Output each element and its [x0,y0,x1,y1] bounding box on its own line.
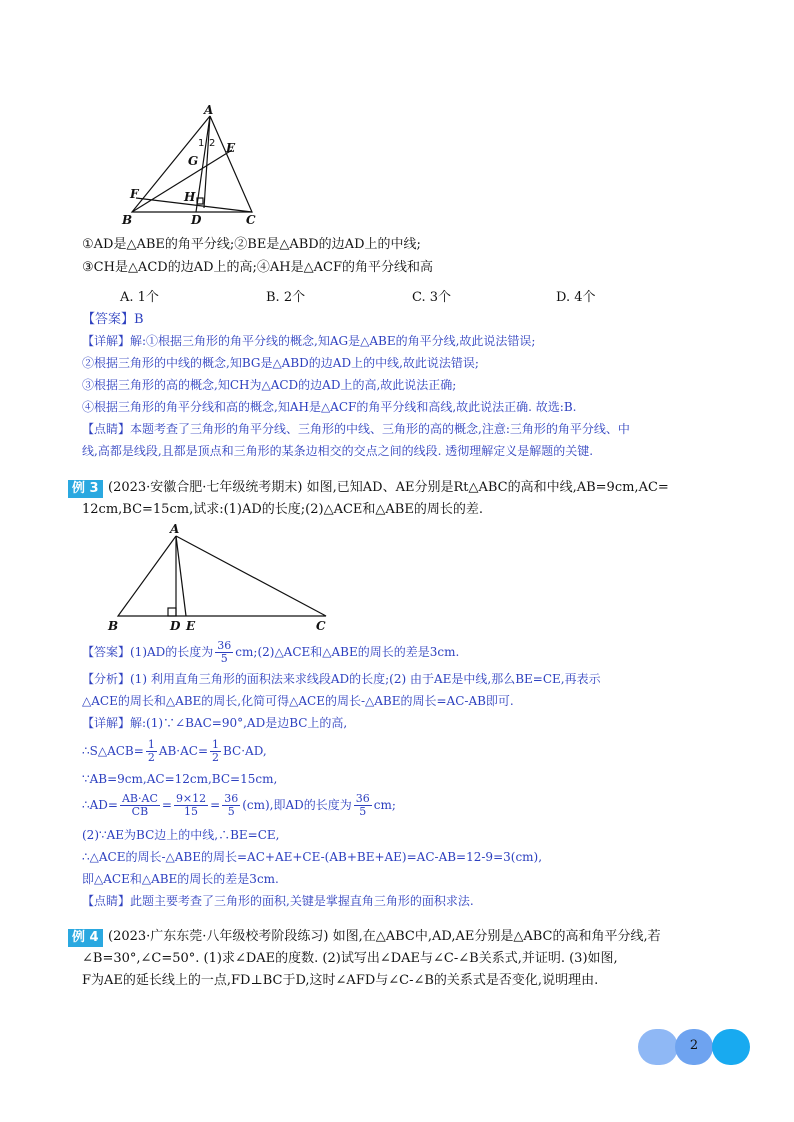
q2-comment-1: 【点睛】本题考查了三角形的角平分线、三角形的中线、三角形的高的概念,注意:三角形的角平分线、中 [82,422,630,436]
ex3-question-2: 12cm,BC=15cm,试求:(1)AD的长度;(2)△ACE和△ABE的周长的差. [82,502,483,517]
label-A: A [170,522,180,536]
statement-1-2: ①AD是△ABE的角平分线;②BE是△ABD的边AD上的中线; [82,237,421,252]
triangle-figure-2 [104,522,334,634]
choice-a: A. 1个 [120,290,159,305]
example-3-badge: 例 3 [68,480,103,498]
ex3-analysis-1: 【分析】(1) 利用直角三角形的面积法来求线段AD的长度;(2) 由于AE是中线,那么BE=CE,再表示 [82,672,601,686]
page-circle-left [638,1029,678,1065]
ex3-part2-1: (2)∵AE为BC边上的中线,∴BE=CE, [82,828,280,842]
label-D: D [170,619,181,633]
ex3-area-formula: ∴S△ACB= $\frac{1}{2}$ AB·AC= $\frac{1}{2}$ BC·AD, [82,738,267,764]
choice-b: B. 2个 [266,290,306,305]
label-F: F [130,187,139,201]
ex3-part2-3: 即△ACE和△ABE的周长的差是3cm. [82,872,279,886]
choice-c: C. 3个 [412,290,452,305]
ex3-ad-calc: ∴AD= $\frac{AB\cdot AC}{CB}$ = $\frac{9\times 12}{15}$ = $\frac{36}{5}$ (cm),即AD的长度为 $\frac{36}{5}$ cm; [82,792,396,818]
choice-d: D. 4个 [556,290,596,305]
q2-answer: 【答案】B [82,312,144,327]
label-A: A [204,103,214,117]
triangle-figure-1 [118,102,268,230]
statement-3-4: ③CH是△ACD的边AD上的高;④AH是△ACF的角平分线和高 [82,260,433,275]
label-E: E [186,619,196,633]
label-G: G [188,154,199,168]
ex3-comment: 【点睛】此题主要考查了三角形的面积,关键是掌握直角三角形的面积求法. [82,894,474,908]
ex3-detail-1: 【详解】解:(1)∵∠BAC=90°,AD是边BC上的高, [82,716,348,730]
q2-detail-3: ③根据三角形的高的概念,知CH为△ACD的边AD上的高,故此说法正确; [82,378,457,392]
label-D: D [191,213,202,227]
label-C: C [316,619,326,633]
ex4-question-3: F为AE的延长线上的一点,FD⊥BC于D,这时∠AFD与∠C-∠B的关系式是否变化,说明理由. [82,973,599,988]
ex3-part2-2: ∴△ACE的周长-△ABE的周长=AC+AE+CE-(AB+BE+AE)=AC-AB=12-9=3(cm), [82,850,543,864]
angle-1: 1 [198,138,205,149]
page-circle-right [712,1029,750,1065]
label-C: C [246,213,256,227]
ex3-given: ∵AB=9cm,AC=12cm,BC=15cm, [82,772,278,786]
q2-detail-2: ②根据三角形的中线的概念,知BG是△ABD的边AD上的中线,故此说法错误; [82,356,479,370]
q2-detail-4: ④根据三角形的角平分线和高的概念,知AH是△ACF的角平分线和高线,故此说法正确. 故选:B. [82,400,577,414]
label-B: B [108,619,119,633]
ex4-question-1: (2023·广东东莞·八年级校考阶段练习) 如图,在△ABC中,AD,AE分别是△ABC的高和角平分线,若 [108,929,661,944]
ex3-answer: 【答案】(1)AD的长度为 $\frac{36}{5}$ cm;(2)△ACE和△ABE的周长的差是3cm. [82,639,460,665]
ex3-question-1: (2023·安徽合肥·七年级统考期末) 如图,已知AD、AE分别是Rt△ABC的高和中线,AB=9cm,AC= [108,480,669,495]
q2-comment-2: 线,高都是线段,且都是顶点和三角形的某条边相交的交点之间的线段. 透彻理解定义是解题的关键. [82,444,594,458]
q2-detail-1: 【详解】解:①根据三角形的角平分线的概念,知AG是△ABE的角平分线,故此说法错误; [82,334,536,348]
label-B: B [122,213,133,227]
label-H: H [184,190,196,204]
ex4-question-2: ∠B=30°,∠C=50°. (1)求∠DAE的度数. (2)试写出∠DAE与∠C-∠B关系式,并证明. (3)如图, [82,951,618,966]
label-E: E [226,141,236,155]
page-number: 2 [689,1038,699,1053]
ex3-analysis-2: △ACE的周长和△ABE的周长,化简可得△ACE的周长-△ABE的周长=AC-AB即可. [82,694,514,708]
angle-2: 2 [209,138,216,149]
example-4-badge: 例 4 [68,929,103,947]
